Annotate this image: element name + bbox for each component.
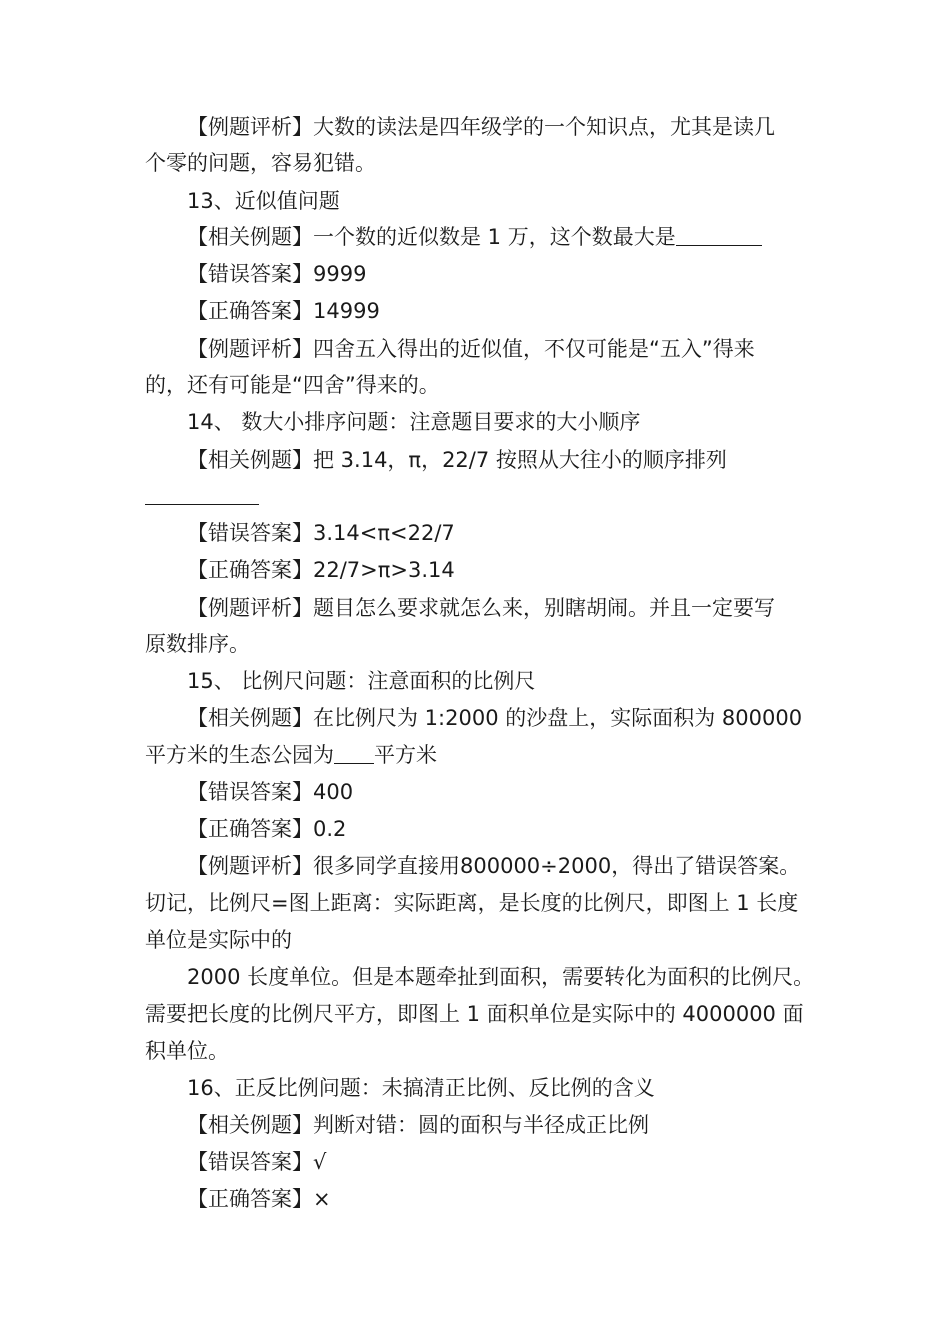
text-line: 的，还有可能是“四舍”得来的。 bbox=[145, 373, 440, 397]
text-line: 【错误答案】9999 bbox=[187, 262, 367, 286]
section-heading: 16、正反比例问题：未搞清正比例、反比例的含义 bbox=[187, 1076, 655, 1100]
text-line: 【正确答案】22/7>π>3.14 bbox=[187, 558, 455, 582]
text-line: 【相关例题】把 3.14，π，22/7 按照从大往小的顺序排列 bbox=[187, 448, 727, 472]
text-line: 单位是实际中的 bbox=[145, 928, 292, 952]
answer-blank bbox=[145, 482, 259, 505]
text-line: 【错误答案】3.14<π<22/7 bbox=[187, 521, 455, 545]
answer-blank bbox=[676, 223, 762, 246]
text-line: 需要把长度的比例尺平方，即图上 1 面积单位是实际中的 4000000 面 bbox=[145, 1002, 804, 1026]
text-line: 【相关例题】一个数的近似数是 1 万，这个数最大是 bbox=[187, 222, 827, 252]
section-heading: 14、 数大小排序问题：注意题目要求的大小顺序 bbox=[187, 410, 641, 434]
text-line: 【相关例题】判断对错：圆的面积与半径成正比例 bbox=[187, 1113, 649, 1137]
text-line: 切记，比例尺=图上距离：实际距离，是长度的比例尺，即图上 1 长度 bbox=[145, 891, 799, 915]
answer-blank bbox=[334, 741, 374, 764]
text-line: 【相关例题】在比例尺为 1:2000 的沙盘上，实际面积为 800000 bbox=[187, 706, 803, 730]
text-line: 【正确答案】× bbox=[187, 1187, 331, 1211]
text-line: 2000 长度单位。但是本题牵扯到面积，需要转化为面积的比例尺。 bbox=[187, 965, 815, 989]
text-line: 【例题评析】很多同学直接用800000÷2000，得出了错误答案。 bbox=[187, 854, 801, 878]
text-line: 个零的问题，容易犯错。 bbox=[145, 151, 376, 175]
section-heading: 13、近似值问题 bbox=[187, 189, 340, 213]
text-line: 【例题评析】大数的读法是四年级学的一个知识点，尤其是读几 bbox=[187, 115, 775, 139]
text-line bbox=[145, 481, 825, 511]
text-line: 【例题评析】题目怎么要求就怎么来，别瞎胡闹。并且一定要写 bbox=[187, 596, 775, 620]
text-line: 【错误答案】400 bbox=[187, 780, 354, 804]
text-line: 原数排序。 bbox=[145, 632, 250, 656]
section-heading: 15、 比例尺问题：注意面积的比例尺 bbox=[187, 669, 536, 693]
text-line: 平方米的生态公园为 平方米 bbox=[145, 743, 437, 767]
text-line: 【错误答案】√ bbox=[187, 1150, 327, 1174]
text-line: 【正确答案】14999 bbox=[187, 299, 380, 323]
text-line: 【例题评析】四舍五入得出的近似值，不仅可能是“五入”得来 bbox=[187, 337, 755, 361]
text-line: 【正确答案】0.2 bbox=[187, 817, 347, 841]
text-line: 积单位。 bbox=[145, 1039, 229, 1063]
